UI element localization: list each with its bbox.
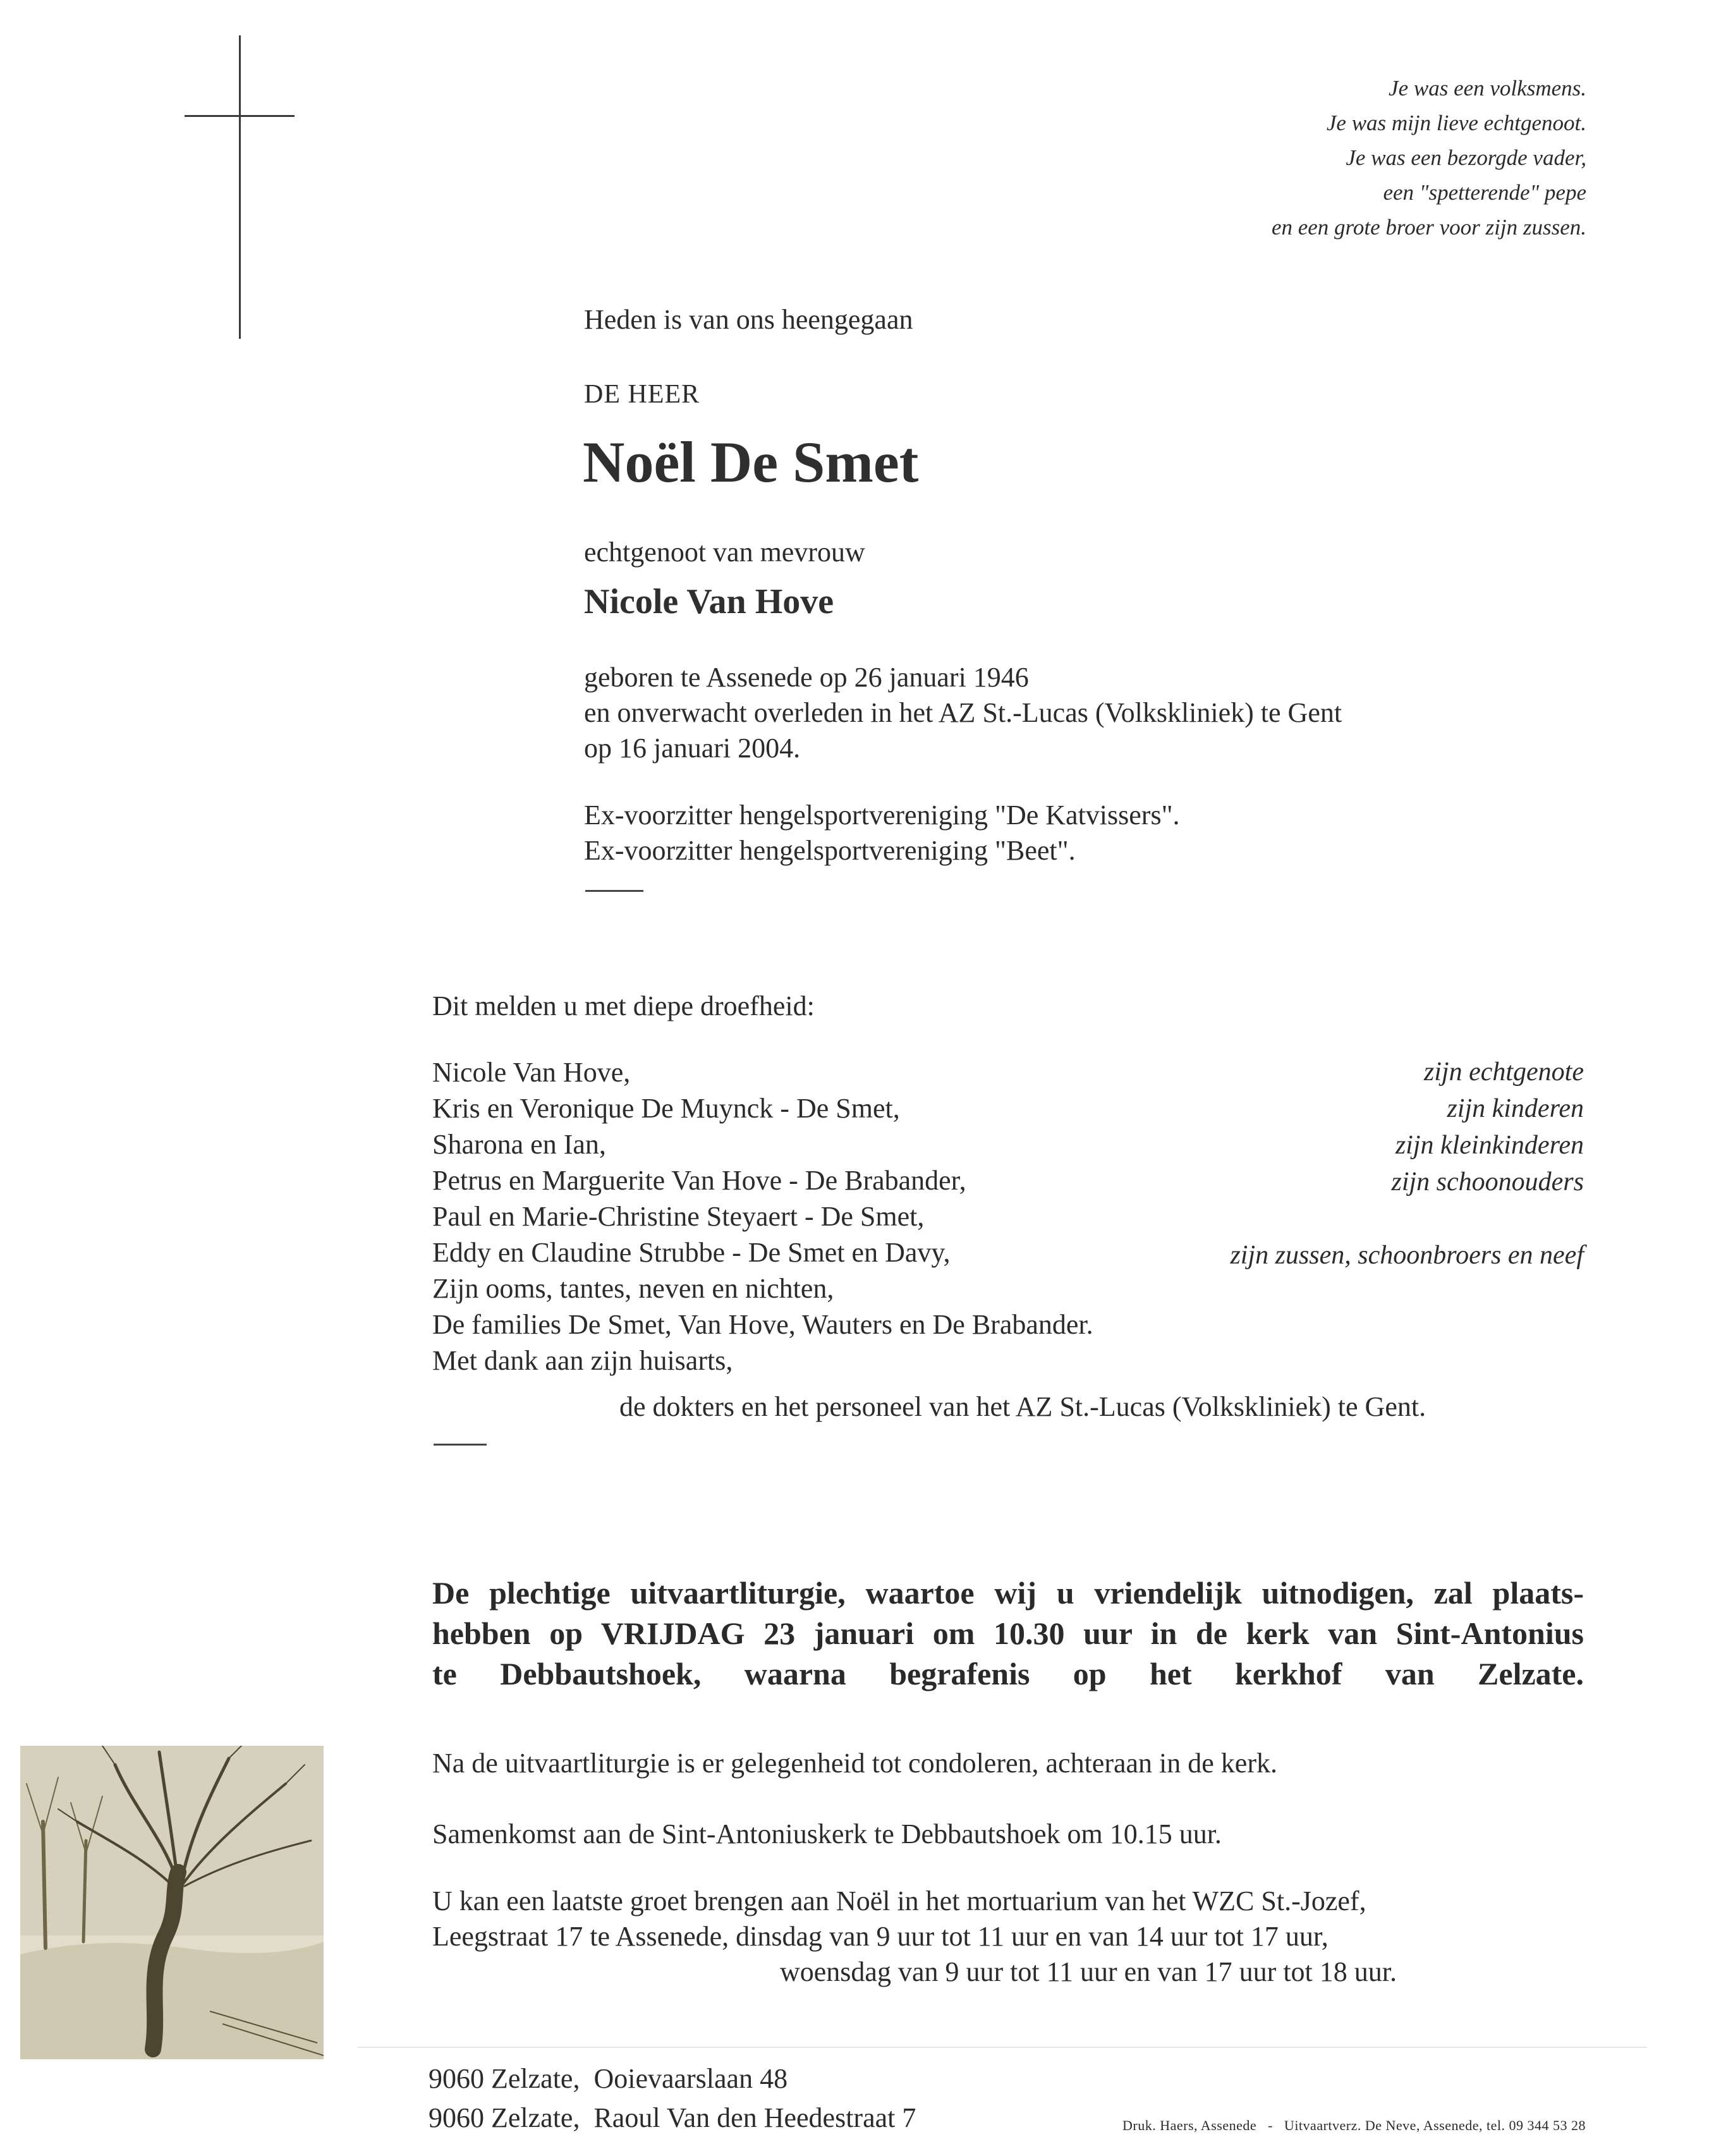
visitation-info bbox=[432, 1884, 1397, 1990]
funeral-line: De plechtige uitvaartliturgie, waartoe wij u vriendelijk uitnodigen, zal plaats- bbox=[432, 1575, 1584, 1611]
poem bbox=[1272, 71, 1586, 245]
spouse-intro: echtgenoot van mevrouw bbox=[584, 537, 865, 568]
intro-text: Heden is van ons heengegaan bbox=[584, 304, 913, 335]
family-list bbox=[432, 1054, 1093, 1379]
relation-label: zijn kinderen bbox=[1447, 1094, 1584, 1123]
address-line: 9060 Zelzate, Raoul Van den Heedestraat 7 bbox=[429, 2102, 916, 2133]
spouse-name: Nicole Van Hove bbox=[584, 582, 834, 621]
announcement: Dit melden u met diepe droefheid: bbox=[432, 990, 815, 1021]
visit-line: woensdag van 9 uur tot 11 uur en van 17 uur tot 18 uur. bbox=[780, 1956, 1397, 1987]
family-line: Petrus en Marguerite Van Hove - De Brabander, bbox=[432, 1165, 966, 1196]
poem-line: en een grote broer voor zijn zussen. bbox=[1271, 215, 1586, 240]
printer-credit: Druk. Haers, Assenede - Uitvaartverz. De Neve, Assenede, tel. 09 344 53 28 bbox=[1122, 2117, 1586, 2133]
family-line: Sharona en Ian, bbox=[432, 1129, 606, 1160]
family-line: Paul en Marie-Christine Steyaert - De Smet, bbox=[432, 1201, 925, 1232]
cross-vertical bbox=[239, 35, 241, 339]
poem-line: Je was een bezorgde vader, bbox=[1346, 145, 1586, 170]
family-line: Zijn ooms, tantes, neven en nichten, bbox=[432, 1273, 834, 1304]
family-line: Nicole Van Hove, bbox=[432, 1057, 631, 1088]
relation-label: zijn schoonouders bbox=[1391, 1167, 1584, 1197]
family-line: De families De Smet, Van Hove, Wauters en De Brabander. bbox=[432, 1309, 1093, 1340]
address-line: 9060 Zelzate, Ooievaarslaan 48 bbox=[429, 2063, 788, 2094]
condolence-text: Na de uitvaartliturgie is er gelegenheid tot condoleren, achteraan in de kerk. bbox=[432, 1748, 1277, 1779]
relation-label: zijn zussen, schoonbroers en neef bbox=[1230, 1241, 1584, 1270]
footer-divider bbox=[358, 2047, 1647, 2048]
roles bbox=[584, 798, 1180, 868]
role-line: Ex-voorzitter hengelsportvereniging "Beet". bbox=[584, 835, 1076, 866]
bio-line: geboren te Assenede op 26 januari 1946 bbox=[584, 662, 1029, 693]
funeral-line: te Debbautshoek, waarna begrafenis op het kerkhof van Zelzate. bbox=[432, 1656, 1584, 1691]
bio-line: op 16 januari 2004. bbox=[584, 733, 801, 764]
family-line: Met dank aan zijn huisarts, bbox=[432, 1345, 733, 1376]
poem-line: Je was mijn lieve echtgenoot. bbox=[1326, 111, 1586, 135]
meeting-text: Samenkomst aan de Sint-Antoniuskerk te Debbautshoek om 10.15 uur. bbox=[432, 1818, 1222, 1849]
role-line: Ex-voorzitter hengelsportvereniging "De Katvissers". bbox=[584, 800, 1180, 831]
cross-horizontal bbox=[185, 115, 295, 117]
poem-line: Je was een volksmens. bbox=[1389, 76, 1586, 100]
visit-line: U kan een laatste groet brengen aan Noël in het mortuarium van het WZC St.-Jozef, bbox=[432, 1885, 1366, 1916]
visit-line: Leegstraat 17 te Assenede, dinsdag van 9 uur tot 11 uur en van 14 uur tot 17 uur, bbox=[432, 1921, 1329, 1952]
family-line: Kris en Veronique De Muynck - De Smet, bbox=[432, 1093, 900, 1124]
honorific: DE HEER bbox=[584, 380, 700, 409]
thanks-continuation: de dokters en het personeel van het AZ St.-Lucas (Volkskliniek) te Gent. bbox=[619, 1391, 1426, 1422]
addresses bbox=[429, 2059, 916, 2138]
biography bbox=[584, 660, 1342, 766]
deceased-name: Noël De Smet bbox=[583, 430, 919, 494]
family-line: Eddy en Claudine Strubbe - De Smet en Davy, bbox=[432, 1237, 951, 1268]
funeral-line: hebben op VRIJDAG 23 januari om 10.30 uur in de kerk van Sint-Antonius bbox=[432, 1616, 1584, 1651]
poem-line: een "spetterende" pepe bbox=[1383, 180, 1586, 205]
relation-label: zijn kleinkinderen bbox=[1395, 1131, 1584, 1160]
funeral-details bbox=[432, 1573, 1584, 1694]
relation-label: zijn echtgenote bbox=[1423, 1057, 1584, 1087]
divider bbox=[434, 1444, 487, 1446]
willow-tree-photo bbox=[20, 1746, 324, 2059]
bio-line: en onverwacht overleden in het AZ St.-Lucas (Volkskliniek) te Gent bbox=[584, 697, 1342, 728]
divider bbox=[585, 890, 643, 892]
